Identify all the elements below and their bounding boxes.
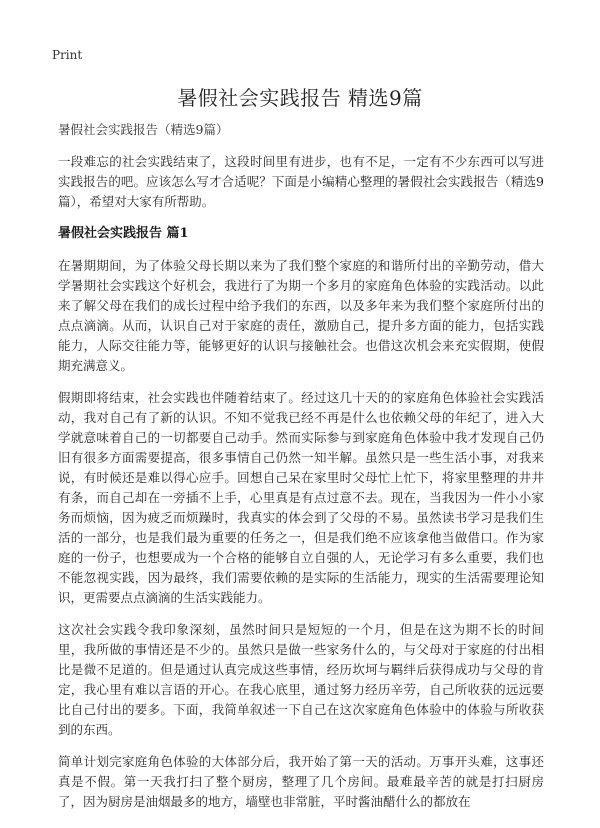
body-paragraph: 假期即将结束，社会实践也伴随着结束了。经过这几十天的的家庭角色体验社会实践活动，我对自己有了新的认识。不知不觉我已经不再是什么也依赖父母的年纪了，进入大学就意味着自己的一切都要自己动手。然而实际参与到家庭角色体验中我才发现自己仍旧有很多方面需要提高，很多事情自己仍然一知半解。虽然只是一些生活小事，对我来说，有时候还是难以得心应手。回想自己呆在家里时父母忙上忙下，将家里整理的井井有条，而自己却在一旁插不上手，心里真是有点过意不去。现在，当我因为一件小小家务而烦恼，因为疲乏而烦躁时，我真实的体会到了父母的不易。虽然读书学习是我们生活的一部分，也是我们最为重要的任务之一，但是我们绝不应该拿他当做借口。作为家庭的一份子，也想要成为一个合格的能够自立自强的人，无论学习有多么重要，我们也不能忽视实践，因为最终，我们需要依赖的是实际的生活能力，现实的生活需要理论知识，更需要点点滴滴的生活实践能力。 bbox=[58, 390, 544, 605]
section-heading: 暑假社会实践报告 篇1 bbox=[58, 226, 189, 241]
document-title: 暑假社会实践报告 精选9篇 bbox=[177, 86, 423, 110]
document-body bbox=[58, 120, 544, 824]
body-paragraph: 在暑期期间，为了体验父母长期以来为了我们整个家庭的和谐所付出的辛勤劳动，借大学暑期社会实践这个好机会，我进行了为期一个多月的家庭角色体验的实践活动。以此来了解父母在我们的成长过程中给予我们的东西，以及多年来为我们整个家庭所付出的点点滴滴。从而，认识自己对于家庭的责任，激励自己，提升多方面的能力，包括实践能力，人际交往能力等，能够更好的认识与接触社会。也借这次机会来充实假期，使假期充满意义。 bbox=[58, 258, 544, 373]
intro-paragraph: 一段难忘的社会实践结束了，这段时间里有进步，也有不足，一定有不少东西可以写进实践报告的吧。应该怎么写才合适呢？下面是小编精心整理的暑假社会实践报告（精选9篇），希望对大家有所帮助。 bbox=[58, 154, 544, 209]
body-paragraph: 简单计划完家庭角色体验的大体部分后，我开始了第一天的活动。万事开头难，这事还真是不假。第一天我打扫了整个厨房，整理了几个房间。最难最辛苦的就是打扫厨房了，因为厨房是油烟最多的地方，墙壁也非常脏，平时酱油醋什么的都放在 bbox=[58, 754, 544, 809]
document-subtitle: 暑假社会实践报告（精选9篇） bbox=[58, 122, 229, 137]
body-paragraph: 这次社会实践令我印象深刻，虽然时间只是短短的一个月，但是在这为期不长的时间里，我所做的事情还是不少的。虽然只是做一些家务什么的，与父母对于家庭的付出相比是微不足道的。但是通过认真完成这些事情，经历坎坷与羁绊后获得成功与父母的肯定，我心里有难以言语的开心。在我心底里，通过努力经历辛劳，自己所收获的远远要比自己付出的要多。下面，我简单叙述一下自己在这次家庭角色体验中的体验与所收获到的东西。 bbox=[58, 622, 544, 737]
print-link[interactable]: Print bbox=[52, 48, 83, 62]
